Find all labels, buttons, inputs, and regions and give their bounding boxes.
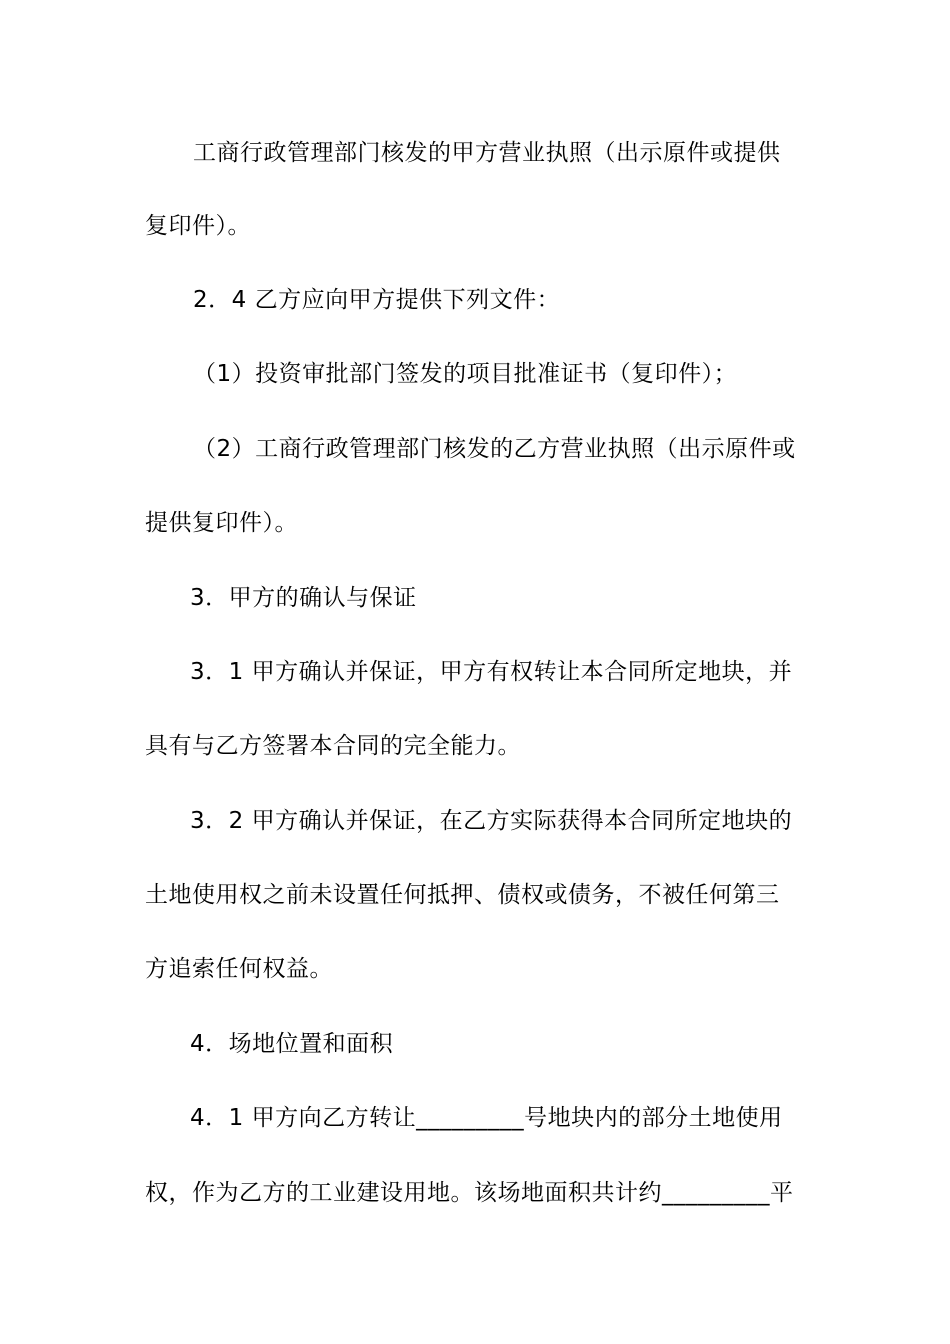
clause-4-1 <box>190 1103 855 1133</box>
paragraph-line: 提供复印件）。 <box>145 510 298 536</box>
clause-3-2: 3．2 甲方确认并保证，在乙方实际获得本合同所定地块的 <box>190 808 793 834</box>
blank-field: _________ <box>662 1180 770 1206</box>
blank-field: _________ <box>416 1105 525 1131</box>
section-heading-4: 4．场地位置和面积 <box>190 1031 394 1057</box>
section-heading-3: 3．甲方的确认与保证 <box>190 585 417 611</box>
clause-4-1-text: 权，作为乙方的工业建设用地。该场地面积共计约 <box>145 1180 662 1206</box>
clause-3-1: 3．1 甲方确认并保证，甲方有权转让本合同所定地块，并 <box>190 659 793 685</box>
paragraph-line: 方追索任何权益。 <box>145 956 333 982</box>
clause-4-1-text: 号地块内的部分土地使用 <box>524 1105 783 1131</box>
paragraph-line: 复印件）。 <box>145 213 251 239</box>
clause-heading-2-4: 2．4 乙方应向甲方提供下列文件： <box>193 287 561 313</box>
clause-4-1-text: 4．1 甲方向乙方转让 <box>190 1105 417 1131</box>
list-item-1: （1）投资审批部门签发的项目批准证书（复印件）； <box>193 361 738 387</box>
paragraph-line: 土地使用权之前未设置任何抵押、债权或债务，不被任何第三 <box>145 882 780 908</box>
paragraph-line <box>145 1178 810 1208</box>
clause-4-1-text: 平 <box>770 1180 794 1206</box>
list-item-2: （2）工商行政管理部门核发的乙方营业执照（出示原件或 <box>193 436 796 462</box>
paragraph-line: 工商行政管理部门核发的甲方营业执照（出示原件或提供 <box>193 140 781 166</box>
paragraph-line: 具有与乙方签署本合同的完全能力。 <box>145 733 521 759</box>
